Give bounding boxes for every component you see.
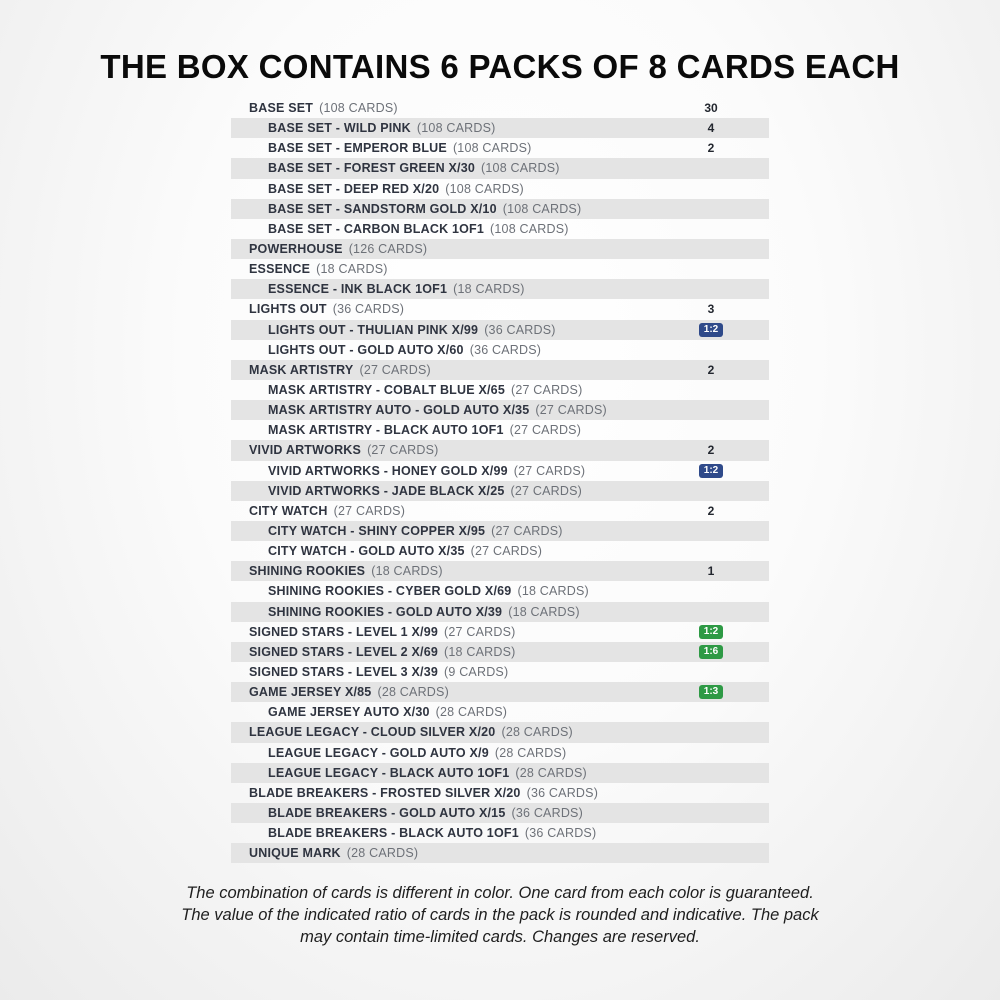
checklist-subrow bbox=[231, 461, 769, 481]
card-count: (18 CARDS) bbox=[444, 644, 516, 659]
checklist-subrow bbox=[231, 743, 769, 763]
card-set-label: BASE SET - WILD PINK bbox=[268, 121, 411, 136]
card-count: (28 CARDS) bbox=[377, 685, 449, 700]
card-count: (18 CARDS) bbox=[371, 564, 443, 579]
card-count: (27 CARDS) bbox=[491, 523, 563, 538]
checklist-row bbox=[231, 843, 769, 863]
card-count: (9 CARDS) bbox=[444, 664, 509, 679]
card-count: (18 CARDS) bbox=[517, 584, 589, 599]
checklist-subrow bbox=[231, 420, 769, 440]
card-count: (27 CARDS) bbox=[513, 463, 586, 478]
card-set-name bbox=[268, 380, 582, 400]
card-count: (28 CARDS) bbox=[515, 765, 587, 780]
card-set-name bbox=[268, 158, 560, 178]
card-set-label: MASK ARTISTRY - BLACK AUTO 1OF1 bbox=[268, 423, 504, 438]
card-count: (126 CARDS) bbox=[348, 241, 428, 256]
card-set-label: CITY WATCH - SHINY COPPER X/95 bbox=[268, 523, 486, 538]
card-set-name bbox=[268, 461, 585, 481]
checklist-row bbox=[231, 360, 769, 380]
card-set-label: SIGNED STARS - LEVEL 2 X/69 bbox=[249, 644, 439, 659]
footnote-line: The value of the indicated ratio of cards in the pack is rounded and indicative. The pack bbox=[181, 906, 819, 924]
card-set-name bbox=[268, 602, 580, 622]
card-set-label: BLADE BREAKERS - FROSTED SILVER X/20 bbox=[249, 785, 521, 800]
checklist-subrow bbox=[231, 702, 769, 722]
checklist-subrow bbox=[231, 380, 769, 400]
checklist-subrow bbox=[231, 823, 769, 843]
card-set-label: MASK ARTISTRY - COBALT BLUE X/65 bbox=[268, 382, 505, 397]
card-count: (27 CARDS) bbox=[333, 503, 406, 518]
card-set-label: VIVID ARTWORKS - JADE BLACK X/25 bbox=[268, 483, 505, 498]
card-set-label: LIGHTS OUT - GOLD AUTO X/60 bbox=[268, 342, 464, 357]
card-count: (27 CARDS) bbox=[444, 624, 516, 639]
card-count: (108 CARDS) bbox=[481, 161, 560, 176]
card-set-name bbox=[249, 239, 427, 259]
card-count: (28 CARDS) bbox=[501, 725, 573, 740]
odds-ratio-badge: 1:2 bbox=[699, 464, 723, 478]
cards-per-box-value: 2 bbox=[707, 503, 715, 518]
card-set-label: VIVID ARTWORKS - HONEY GOLD X/99 bbox=[268, 463, 508, 478]
checklist-subrow bbox=[231, 320, 769, 340]
card-count: (108 CARDS) bbox=[319, 101, 398, 115]
checklist-row bbox=[231, 783, 769, 803]
card-set-name bbox=[268, 823, 596, 843]
card-set-name bbox=[249, 682, 449, 702]
cards-per-box-value: 1 bbox=[707, 564, 715, 579]
card-set-name bbox=[249, 98, 398, 118]
footnote-line: may contain time-limited cards. Changes are reserved. bbox=[300, 928, 700, 946]
card-count: (28 CARDS) bbox=[346, 846, 419, 861]
cards-per-box-value: 3 bbox=[707, 302, 715, 317]
card-set-name bbox=[268, 743, 566, 763]
card-set-name bbox=[268, 481, 582, 501]
checklist-subrow bbox=[231, 179, 769, 199]
card-set-name bbox=[268, 702, 507, 722]
card-set-label: CITY WATCH - GOLD AUTO X/35 bbox=[268, 544, 465, 559]
card-set-label: GAME JERSEY AUTO X/30 bbox=[268, 705, 430, 720]
card-set-label: BLADE BREAKERS - BLACK AUTO 1OF1 bbox=[268, 826, 519, 841]
card-count: (36 CARDS) bbox=[524, 826, 597, 841]
card-set-name bbox=[268, 581, 589, 601]
card-count: (27 CARDS) bbox=[359, 362, 431, 377]
card-set-label: ESSENCE - INK BLACK 1OF1 bbox=[268, 282, 448, 297]
card-count: (28 CARDS) bbox=[435, 705, 508, 720]
card-count: (18 CARDS) bbox=[508, 604, 580, 619]
checklist-subrow bbox=[231, 118, 769, 138]
card-set-label: POWERHOUSE bbox=[249, 241, 343, 256]
card-set-name bbox=[268, 803, 583, 823]
checklist-row bbox=[231, 98, 769, 118]
card-count: (27 CARDS) bbox=[510, 382, 583, 397]
card-set-label: LEAGUE LEGACY - CLOUD SILVER X/20 bbox=[249, 725, 496, 740]
card-count: (36 CARDS) bbox=[332, 302, 405, 317]
checklist-row bbox=[231, 299, 769, 319]
card-set-name bbox=[268, 763, 587, 783]
card-set-label: MASK ARTISTRY AUTO - GOLD AUTO X/35 bbox=[268, 403, 530, 418]
checklist-row bbox=[231, 662, 769, 682]
footnote bbox=[100, 882, 900, 948]
checklist-subrow bbox=[231, 138, 769, 158]
card-set-label: CITY WATCH bbox=[249, 503, 328, 518]
card-set-name bbox=[249, 622, 515, 642]
card-set-name bbox=[268, 420, 581, 440]
card-set-label: LIGHTS OUT bbox=[249, 302, 327, 317]
card-count: (18 CARDS) bbox=[453, 282, 525, 297]
card-set-label: LEAGUE LEGACY - BLACK AUTO 1OF1 bbox=[268, 765, 510, 780]
card-set-name bbox=[268, 400, 607, 420]
card-set-label: SHINING ROOKIES - GOLD AUTO X/39 bbox=[268, 604, 503, 619]
cards-per-box-value: 4 bbox=[707, 121, 715, 136]
checklist-row bbox=[231, 239, 769, 259]
odds-ratio-badge: 1:6 bbox=[699, 645, 723, 659]
card-set-label: BASE SET - CARBON BLACK 1OF1 bbox=[268, 221, 485, 236]
card-set-name bbox=[249, 561, 443, 581]
card-checklist-table bbox=[231, 98, 769, 863]
checklist-subrow bbox=[231, 158, 769, 178]
card-set-label: LEAGUE LEGACY - GOLD AUTO X/9 bbox=[268, 745, 489, 760]
card-set-name bbox=[268, 320, 556, 340]
cards-per-box-value: 2 bbox=[707, 443, 715, 458]
card-set-name bbox=[268, 279, 525, 299]
card-set-label: BASE SET - EMPEROR BLUE bbox=[268, 141, 447, 156]
checklist-subrow bbox=[231, 481, 769, 501]
checklist-row bbox=[231, 259, 769, 279]
card-set-label: ESSENCE bbox=[249, 262, 311, 277]
cards-per-box-value: 2 bbox=[707, 362, 715, 377]
checklist-row bbox=[231, 440, 769, 460]
checklist-subrow bbox=[231, 541, 769, 561]
card-set-label: SIGNED STARS - LEVEL 1 X/99 bbox=[249, 624, 439, 639]
card-set-label: BASE SET bbox=[249, 101, 314, 115]
card-count: (36 CARDS) bbox=[526, 785, 599, 800]
card-set-label: SHINING ROOKIES bbox=[249, 564, 366, 579]
card-count: (27 CARDS) bbox=[535, 403, 607, 418]
card-set-label: SHINING ROOKIES - CYBER GOLD X/69 bbox=[268, 584, 512, 599]
card-set-name bbox=[249, 662, 508, 682]
card-set-name bbox=[249, 360, 431, 380]
card-set-name bbox=[249, 722, 573, 742]
checklist-subrow bbox=[231, 602, 769, 622]
card-count: (27 CARDS) bbox=[470, 544, 543, 559]
page-title: THE BOX CONTAINS 6 PACKS OF 8 CARDS EACH bbox=[100, 48, 900, 85]
card-count: (108 CARDS) bbox=[416, 121, 496, 136]
card-count: (108 CARDS) bbox=[452, 141, 532, 156]
card-set-label: BLADE BREAKERS - GOLD AUTO X/15 bbox=[268, 805, 506, 820]
checklist-subrow bbox=[231, 400, 769, 420]
card-set-name bbox=[268, 179, 524, 199]
checklist-subrow bbox=[231, 199, 769, 219]
card-count: (36 CARDS) bbox=[484, 322, 556, 337]
checklist-subrow bbox=[231, 219, 769, 239]
card-count: (27 CARDS) bbox=[510, 483, 582, 498]
card-set-name bbox=[268, 199, 581, 219]
card-set-label: BASE SET - DEEP RED X/20 bbox=[268, 181, 440, 196]
card-set-name bbox=[249, 783, 598, 803]
card-set-name bbox=[268, 118, 496, 138]
card-count: (27 CARDS) bbox=[367, 443, 439, 458]
card-set-name bbox=[249, 642, 515, 662]
checklist-subrow bbox=[231, 279, 769, 299]
checklist-subrow bbox=[231, 521, 769, 541]
card-set-name bbox=[268, 340, 541, 360]
card-set-name bbox=[268, 541, 542, 561]
card-count: (27 CARDS) bbox=[509, 423, 582, 438]
checklist-row bbox=[231, 561, 769, 581]
footnote-line: The combination of cards is different in color. One card from each color is guaranteed. bbox=[186, 884, 814, 902]
checklist-row bbox=[231, 722, 769, 742]
card-count: (28 CARDS) bbox=[494, 745, 567, 760]
card-set-label: GAME JERSEY X/85 bbox=[249, 685, 372, 700]
odds-ratio-badge: 1:2 bbox=[699, 323, 723, 337]
odds-ratio-badge: 1:3 bbox=[699, 685, 723, 699]
card-set-label: MASK ARTISTRY bbox=[249, 362, 354, 377]
card-set-name bbox=[249, 843, 418, 863]
card-count: (36 CARDS) bbox=[469, 342, 542, 357]
card-set-name bbox=[249, 440, 439, 460]
card-set-label: SIGNED STARS - LEVEL 3 X/39 bbox=[249, 664, 439, 679]
card-set-label: BASE SET - FOREST GREEN X/30 bbox=[268, 161, 476, 176]
card-count: (108 CARDS) bbox=[445, 181, 524, 196]
card-set-label: BASE SET - SANDSTORM GOLD X/10 bbox=[268, 201, 497, 216]
checklist-row bbox=[231, 622, 769, 642]
card-count: (36 CARDS) bbox=[511, 805, 583, 820]
card-set-name bbox=[268, 138, 532, 158]
card-count: (18 CARDS) bbox=[316, 262, 388, 277]
checklist-subrow bbox=[231, 340, 769, 360]
checklist-row bbox=[231, 682, 769, 702]
checklist-subrow bbox=[231, 763, 769, 783]
odds-ratio-badge: 1:2 bbox=[699, 625, 723, 639]
checklist-row bbox=[231, 501, 769, 521]
card-count: (108 CARDS) bbox=[490, 221, 569, 236]
card-set-label: VIVID ARTWORKS bbox=[249, 443, 362, 458]
card-set-name bbox=[268, 219, 569, 239]
cards-per-box-value: 2 bbox=[707, 141, 715, 156]
card-set-name bbox=[249, 299, 404, 319]
cards-per-box-value: 30 bbox=[704, 101, 718, 115]
checklist-row bbox=[231, 642, 769, 662]
checklist-subrow bbox=[231, 803, 769, 823]
card-set-label: UNIQUE MARK bbox=[249, 846, 341, 861]
card-set-name bbox=[268, 521, 563, 541]
card-set-name bbox=[249, 259, 388, 279]
card-count: (108 CARDS) bbox=[502, 201, 582, 216]
checklist-subrow bbox=[231, 581, 769, 601]
card-set-name bbox=[249, 501, 405, 521]
card-set-label: LIGHTS OUT - THULIAN PINK X/99 bbox=[268, 322, 479, 337]
